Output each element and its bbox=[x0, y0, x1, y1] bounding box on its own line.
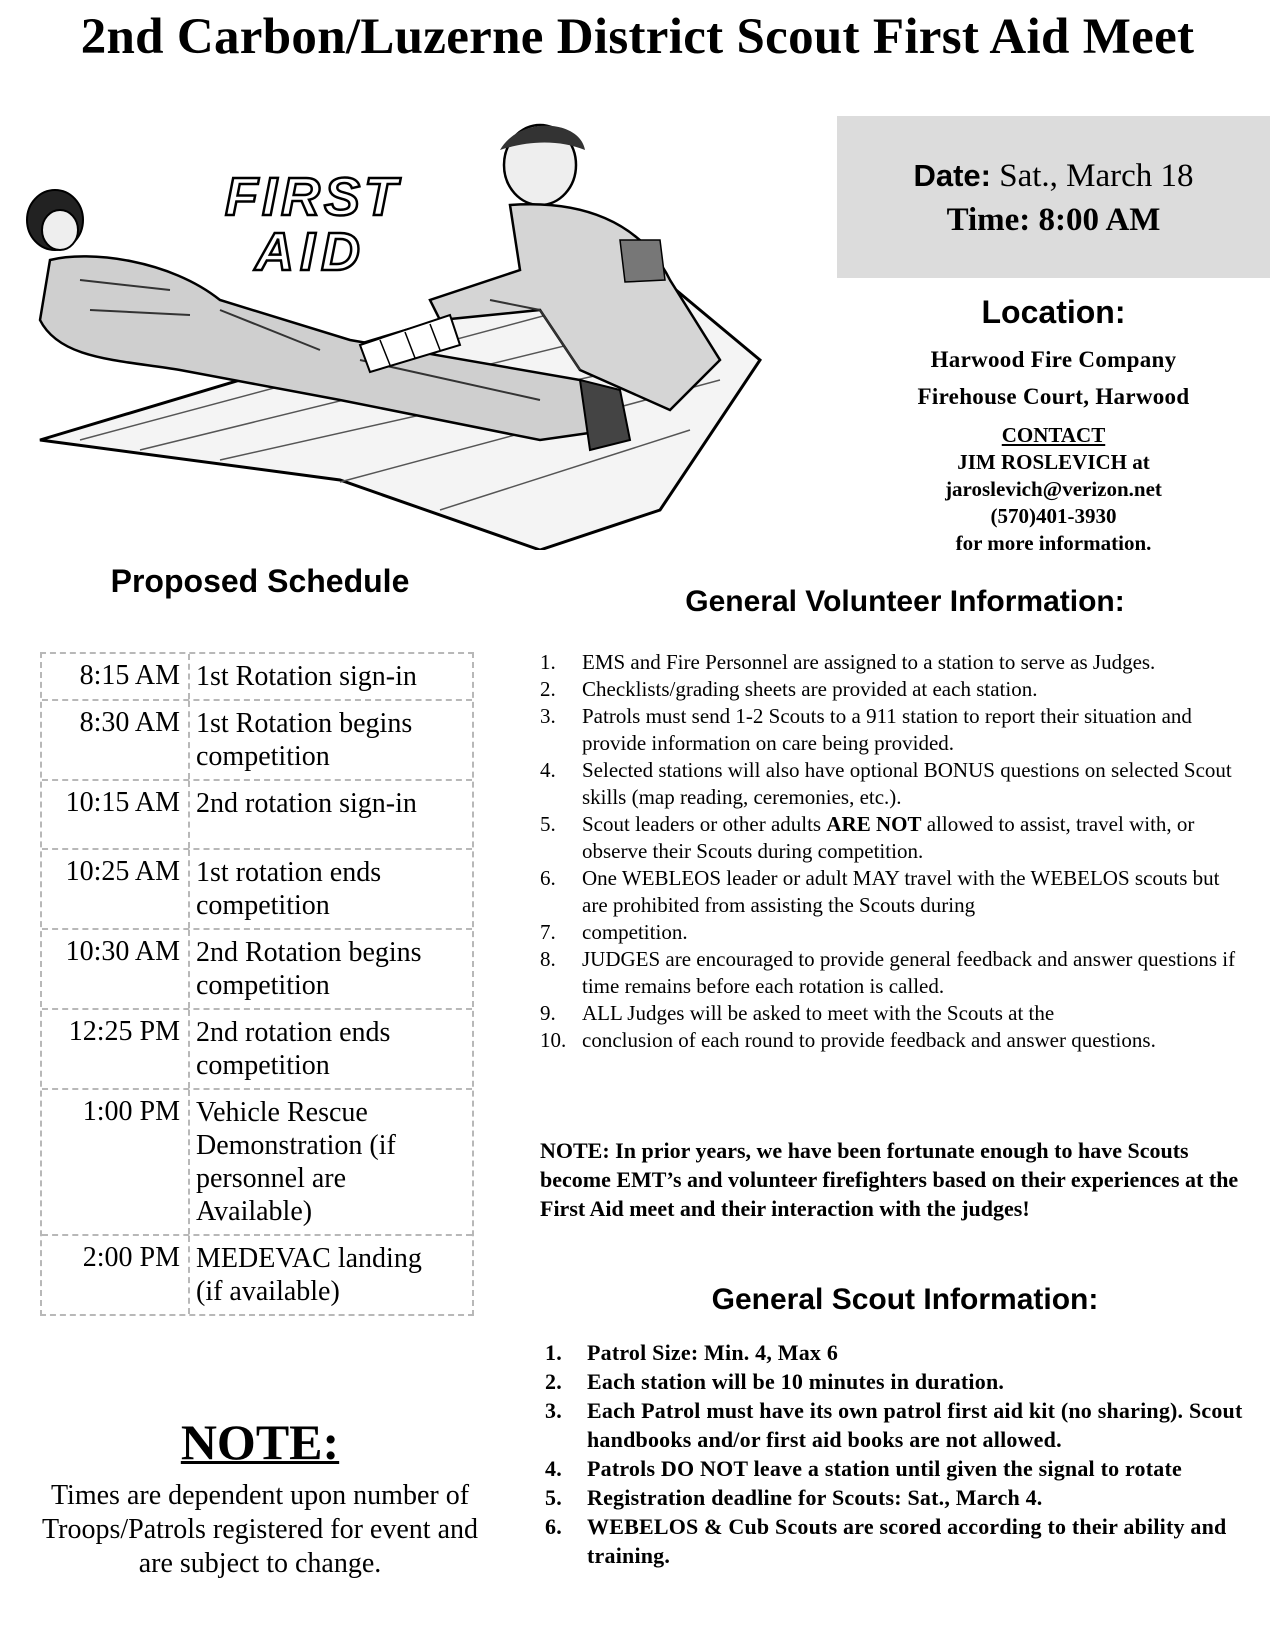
volunteer-note: NOTE: In prior years, we have been fortunate enough to have Scouts become EMT’s and volunteer firefighters based on their experiences at the First Aid meet and their interaction with the judges! bbox=[540, 1138, 1239, 1221]
schedule-event: 1st Rotation sign-in bbox=[196, 661, 417, 692]
item-number: 2. bbox=[545, 1369, 562, 1394]
note-heading bbox=[40, 1413, 480, 1471]
list-item bbox=[540, 757, 1250, 811]
item-number: 1. bbox=[540, 650, 556, 674]
item-text: JUDGES are encouraged to provide general feedback and answer questions if time remains before each rotation is called. bbox=[582, 947, 1236, 998]
schedule-event: MEDEVAC landing (if available) bbox=[196, 1243, 422, 1307]
schedule-event: Vehicle Rescue Demonstration (if personnel are Available) bbox=[196, 1097, 396, 1227]
list-item bbox=[545, 1483, 1270, 1512]
item-text: Each Patrol must have its own patrol first aid kit (no sharing). Scout handbooks and/or first aid books are not allowed. bbox=[587, 1398, 1243, 1452]
item-text-before: Scout leaders or other adults bbox=[582, 812, 827, 836]
item-number: 6. bbox=[540, 866, 556, 890]
item-text-bold: ARE NOT bbox=[826, 812, 922, 836]
schedule-time: 1:00 PM bbox=[42, 1090, 190, 1234]
schedule-row bbox=[42, 781, 472, 850]
page-title: 2nd Carbon/Luzerne District Scout First Aid Meet bbox=[80, 9, 1195, 65]
scout-list bbox=[545, 1338, 1270, 1570]
event-time: Time: 8:00 AM bbox=[946, 202, 1161, 238]
item-text: Selected stations will also have optional BONUS questions on selected Scout skills (map reading, ceremonies, etc.). bbox=[582, 758, 1232, 809]
volunteer-list bbox=[540, 649, 1250, 1054]
schedule-event: 2nd rotation sign-in bbox=[196, 788, 417, 819]
list-item bbox=[540, 919, 1250, 946]
schedule-table bbox=[40, 652, 474, 1316]
item-number: 10. bbox=[540, 1028, 567, 1052]
schedule-event: 1st rotation ends competition bbox=[196, 857, 382, 921]
location-section bbox=[837, 294, 1270, 415]
item-number: 4. bbox=[540, 758, 556, 782]
list-item bbox=[540, 649, 1250, 676]
item-text: Patrols must send 1-2 Scouts to a 911 station to report their situation and provide information on care being provided. bbox=[582, 704, 1192, 755]
item-number: 3. bbox=[540, 704, 556, 728]
list-item bbox=[540, 1027, 1250, 1054]
first-aid-illustration bbox=[20, 110, 780, 550]
list-item bbox=[540, 676, 1250, 703]
schedule-row bbox=[42, 850, 472, 930]
note-text: Times are dependent upon number of Troops/Patrols registered for event and are subject to change. bbox=[42, 1480, 478, 1579]
item-number: 3. bbox=[545, 1398, 562, 1423]
schedule-time: 8:15 AM bbox=[42, 654, 190, 699]
item-text: EMS and Fire Personnel are assigned to a station to serve as Judges. bbox=[582, 650, 1156, 674]
list-item bbox=[545, 1338, 1270, 1367]
item-text: competition. bbox=[582, 920, 688, 944]
schedule-event: 1st Rotation begins competition bbox=[196, 708, 413, 772]
list-item bbox=[545, 1396, 1270, 1454]
schedule-time: 10:15 AM bbox=[42, 781, 190, 848]
item-text: Patrol Size: Min. 4, Max 6 bbox=[587, 1340, 839, 1365]
schedule-row bbox=[42, 1236, 472, 1314]
volunteer-title: General Volunteer Information: bbox=[685, 585, 1125, 618]
list-item bbox=[545, 1454, 1270, 1483]
schedule-time: 12:25 PM bbox=[42, 1010, 190, 1088]
schedule-event: 2nd rotation ends competition bbox=[196, 1017, 391, 1081]
event-date bbox=[837, 154, 1270, 198]
list-item bbox=[545, 1512, 1270, 1570]
item-text: Each station will be 10 minutes in duration. bbox=[587, 1369, 1005, 1394]
list-item bbox=[540, 946, 1250, 1000]
schedule-time: 10:30 AM bbox=[42, 930, 190, 1008]
item-text: Patrols DO NOT leave a station until given the signal to rotate bbox=[587, 1456, 1182, 1481]
item-text: WEBELOS & Cub Scouts are scored according to their ability and training. bbox=[587, 1514, 1227, 1568]
item-number: 6. bbox=[545, 1514, 562, 1539]
item-number: 7. bbox=[540, 920, 556, 944]
list-item bbox=[545, 1367, 1270, 1396]
contact-name: JIM ROSLEVICH at bbox=[957, 450, 1150, 474]
date-time-box bbox=[837, 116, 1270, 278]
item-text: One WEBLEOS leader or adult MAY travel with the WEBELOS scouts but are prohibited from assisting the Scouts during bbox=[582, 866, 1220, 917]
schedule-row bbox=[42, 1090, 472, 1236]
banner-first: FIRST bbox=[225, 167, 401, 227]
note-heading-text: NOTE: bbox=[180, 1414, 340, 1470]
item-number: 5. bbox=[545, 1485, 562, 1510]
item-text: conclusion of each round to provide feedback and answer questions. bbox=[582, 1028, 1156, 1052]
item-number: 1. bbox=[545, 1340, 562, 1365]
item-number: 5. bbox=[540, 812, 556, 836]
location-line-1: Harwood Fire Company bbox=[930, 347, 1177, 372]
list-item bbox=[540, 703, 1250, 757]
list-item bbox=[540, 811, 1250, 865]
schedule-title: Proposed Schedule bbox=[110, 563, 410, 599]
item-text: ALL Judges will be asked to meet with the Scouts at the bbox=[582, 1001, 1055, 1025]
item-text: Checklists/grading sheets are provided at each station. bbox=[582, 677, 1038, 701]
contact-heading: CONTACT bbox=[1001, 423, 1106, 447]
item-text: Registration deadline for Scouts: Sat., March 4. bbox=[587, 1485, 1043, 1510]
contact-more: for more information. bbox=[955, 531, 1152, 555]
schedule-row bbox=[42, 654, 472, 701]
date-label: Date: bbox=[913, 158, 991, 193]
date-value: Sat., March 18 bbox=[999, 158, 1194, 194]
item-number: 4. bbox=[545, 1456, 562, 1481]
schedule-time: 10:25 AM bbox=[42, 850, 190, 928]
contact-section bbox=[837, 422, 1270, 557]
list-item bbox=[540, 1000, 1250, 1027]
schedule-row bbox=[42, 1010, 472, 1090]
banner-aid: AID bbox=[255, 222, 366, 282]
location-heading: Location: bbox=[981, 294, 1126, 330]
scout-title: General Scout Information: bbox=[711, 1283, 1099, 1316]
item-text bbox=[582, 811, 1250, 865]
item-number: 9. bbox=[540, 1001, 556, 1025]
contact-email[interactable]: jaroslevich@verizon.net bbox=[945, 477, 1162, 501]
item-number: 8. bbox=[540, 947, 556, 971]
schedule-time: 2:00 PM bbox=[42, 1236, 190, 1314]
location-line-2: Firehouse Court, Harwood bbox=[917, 384, 1190, 409]
schedule-row bbox=[42, 701, 472, 781]
schedule-row bbox=[42, 930, 472, 1010]
schedule-event: 2nd Rotation begins competition bbox=[196, 937, 422, 1001]
contact-phone: (570)401-3930 bbox=[990, 504, 1117, 528]
item-number: 2. bbox=[540, 677, 556, 701]
schedule-time: 8:30 AM bbox=[42, 701, 190, 779]
list-item bbox=[540, 865, 1250, 919]
item-text-after: allowed to assist, travel with, or observe their Scouts during competition. bbox=[582, 812, 1195, 863]
